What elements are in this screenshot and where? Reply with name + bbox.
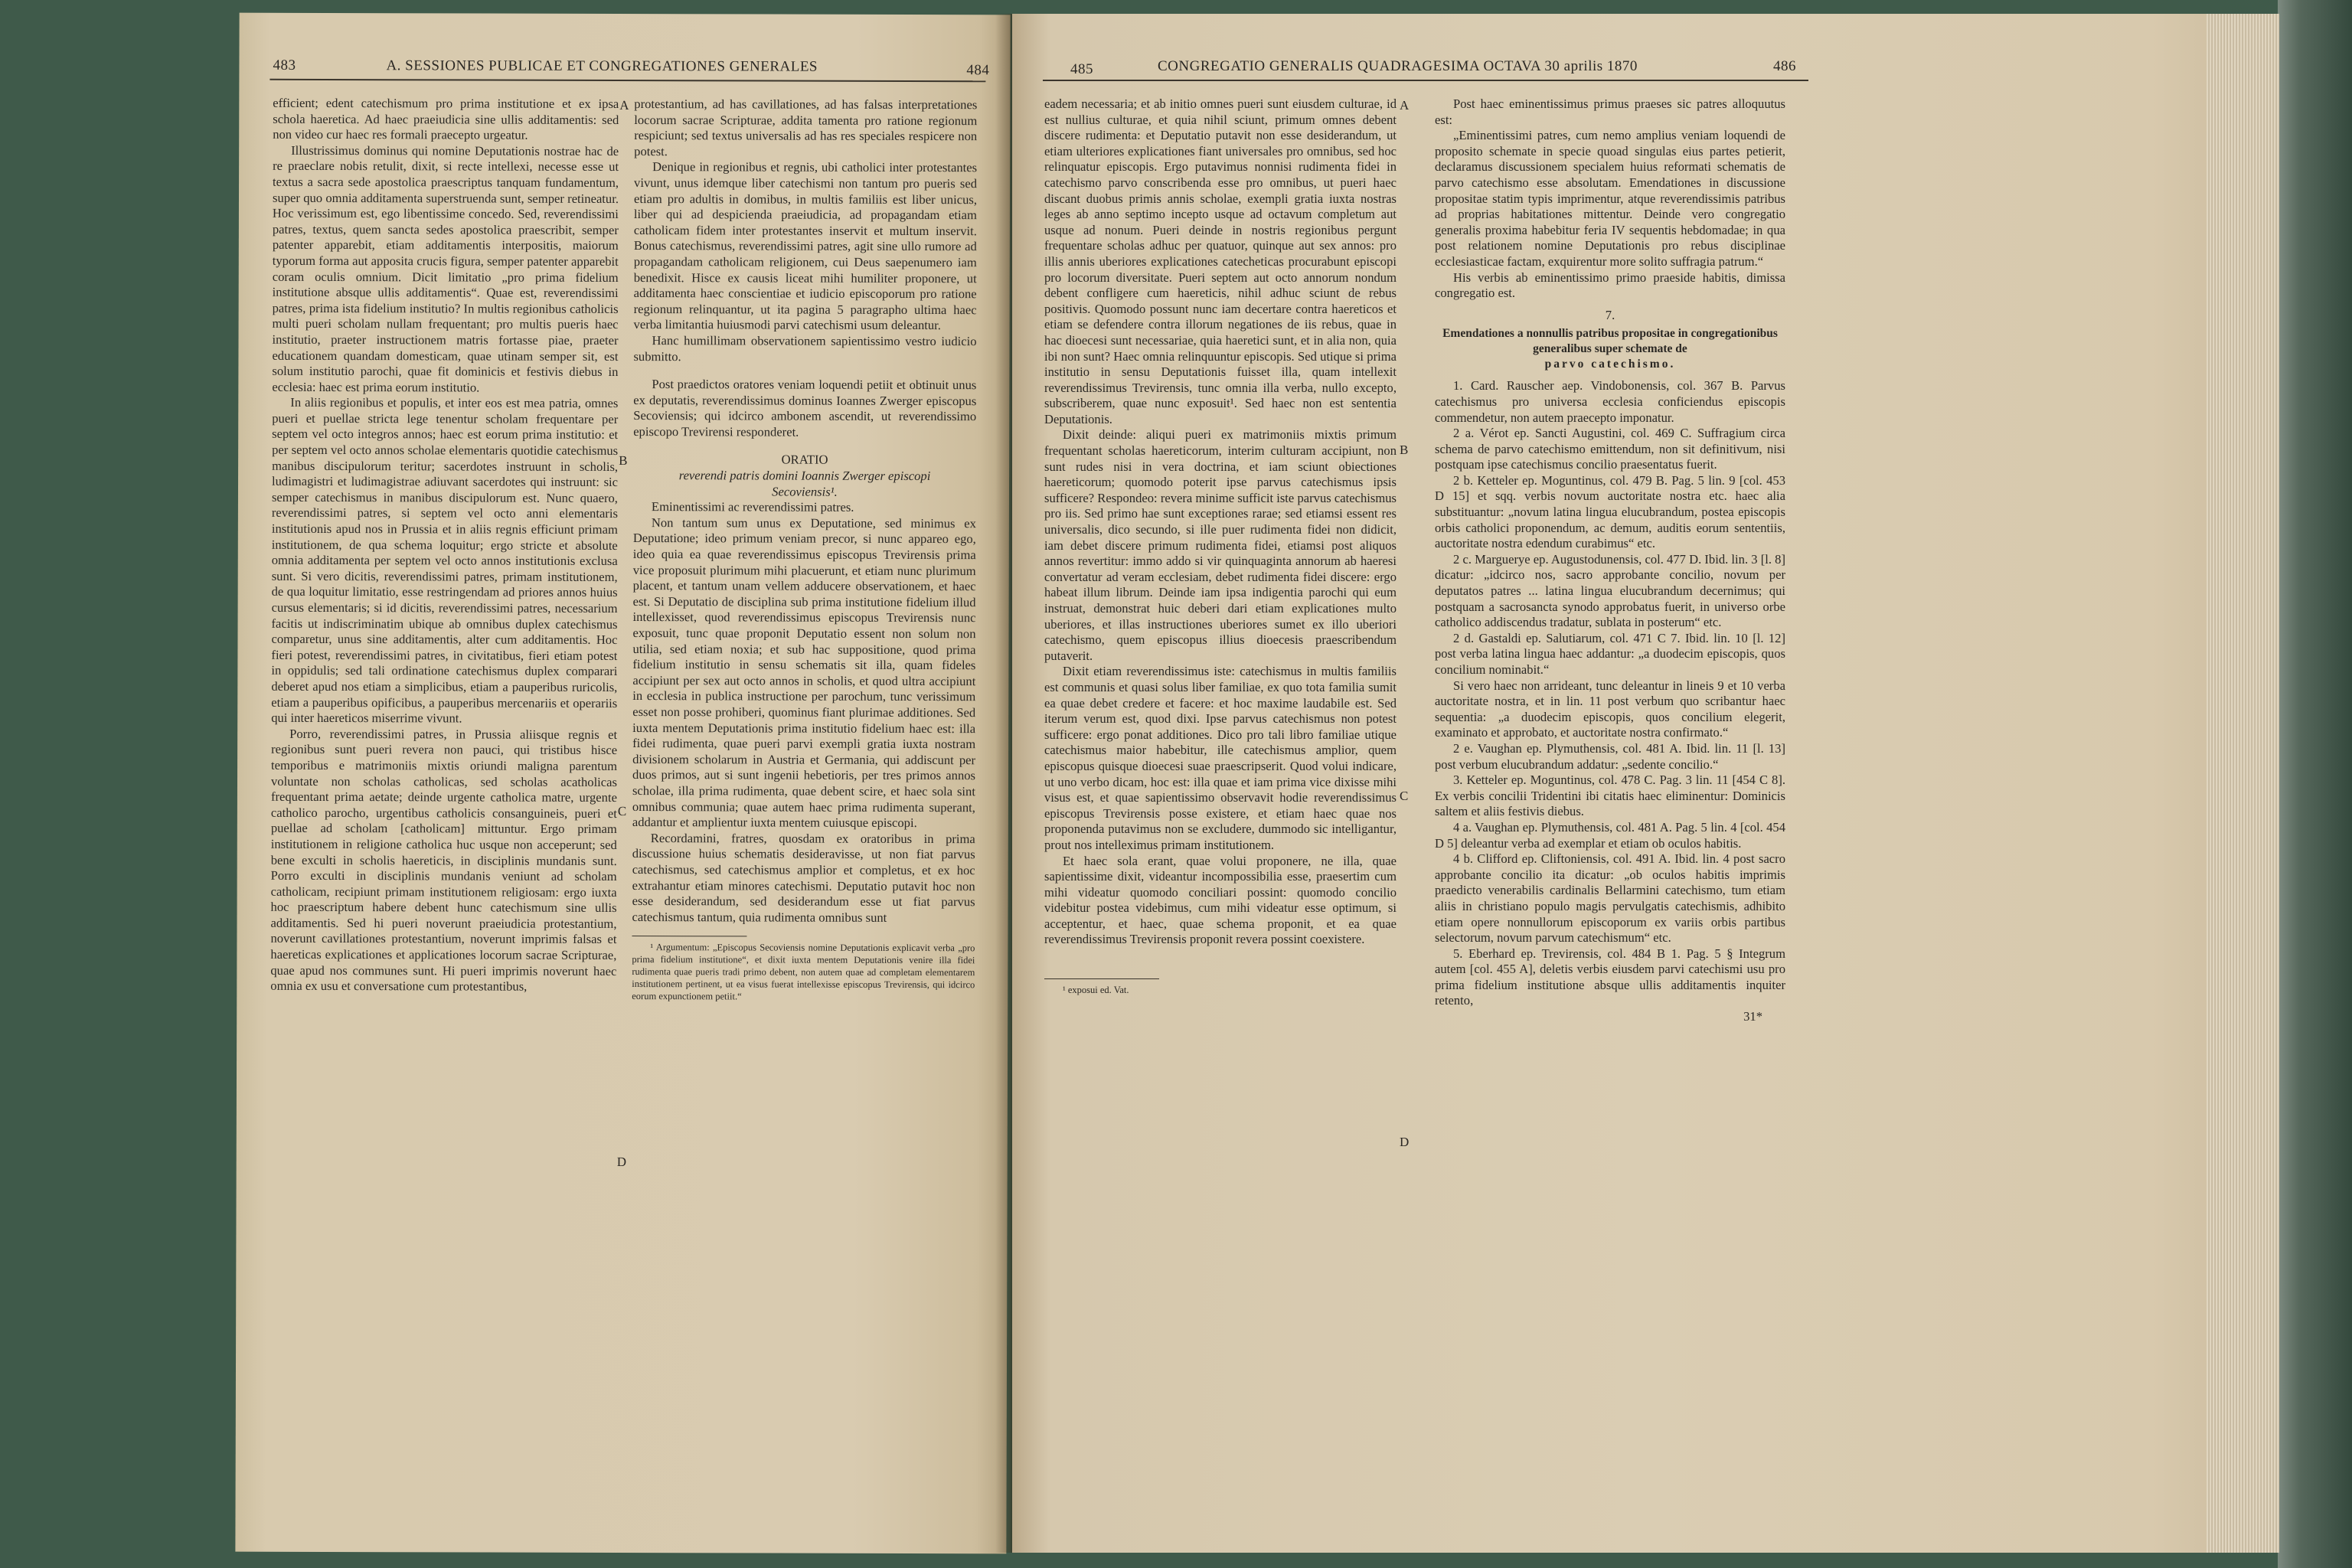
- left-page-number-2: 484: [966, 62, 990, 79]
- paragraph: Dixit etiam reverendissimus iste: catechismus in multis familiis est communis et quasi solus liber familiae, ex quo tota familia sumit ea quae debet credere et facere: et hoc maxime laudabile est. Sed iterum verum est, quod dixi. Ipse parvus catechismus non potest sufficere: ergo ponat additiones. Dico pro tali libro familiae utique catechismus maior habebitur, ille catechismus amplior, quem episcopus quisque dioecesi suae praescripserit. Quod volui indicare, ut uno verbo dicam, hoc est: illa quae et iam prima vice dixisse mihi visus est, et quae sapientissimo observavit hodie reverendissimus episcopus Trevirensis posse existere, et etiam haec quae nos proponenda putavimus non se excludere, dummodo sic intelligantur, prout nos intelleximus primam institutionem.: [1044, 664, 1396, 852]
- paragraph: eadem necessaria; et ab initio omnes pueri sunt eiusdem culturae, id est nullius culturae, et quia nihil sciunt, primum omnes debent discere rudimenta: et Deputatio putavit non esse desiderandum, ut etiam ulteriores explicationes fiant universales pro omnibus, sed hoc relinquatur episcopis. Ergo putavimus nonnisi rudimenta fidei in catechismo parvo conscribenda esse pro omnibus, ut pueri haec discant duobus primis annis scholae, exempli gratia iuxta nostras leges ab anno septimo incepto usque ad octavum completum aut usque ad nonum. Pueri deinde in nostris regionibus pergunt frequentare scholas adhuc per quatuor, quinque aut sex annos: pro illis annis uberiores explicationes catecheticas procurabunt episcopi pro locorum diversitate. Pueri septem aut octo annorum nondum debent confligere cum haereticis, nihil adhuc sciunt de rebus positivis. Quomodo possunt nunc iam decertare contra haereticos et etiam se defendere contra illorum negationes de iis rebus, quae in hac dioecesi sunt necessariae, quia haeretici sunt, et in alia non, quia ibi non sunt? Haec omnia relinquuntur episcopis. Sed utique si prima institutio in sensu Deputationis fuisset illa, quam intellexit reverendissimus Trevirensis, tunc omnia illa verba, nullo excepto, subscriberem, quae nunc exposuit¹. Sed haec non est sententia Deputationis.: [1044, 96, 1396, 426]
- paragraph: efficient; edent catechismum pro prima institutione et ex ipsa schola haeretica. Ad haec praeiudicia sine ullis additamentis: sed non video cur haec res formali praecepto urgeatur.: [273, 95, 619, 142]
- footnote: ¹ exposui ed. Vat.: [1063, 985, 1129, 996]
- margin-letter: A: [1400, 98, 1410, 113]
- signature-mark: 31*: [1743, 1009, 1762, 1024]
- left-page: [235, 13, 1010, 1554]
- left-column-2: [632, 96, 977, 1003]
- emendation-item: 4 b. Clifford ep. Cliftoniensis, col. 491 A. Ibid. lin. 4 post sacro approbante concilio ita dicatur: „ob oculos habitis imprimis praedicto venerabilis cardinalis Bellarmini catechismo, tum etiam aliis in christiano populo magis pervulgatis catechismis, adhibito etiam opere nonnullorum episcoporum ex variis orbis partibus selectorum, novum parvum catechismum“ etc.: [1435, 851, 1785, 946]
- right-running-head: CONGREGATIO GENERALIS QUADRAGESIMA OCTAVA 30 aprilis 1870: [1158, 58, 1638, 74]
- paragraph: Illustrissimus dominus qui nomine Deputationis nostrae hac de re praeclare nobis retulit, dixit, si recte intellexi, necesse esse ut textus a sacra sede apostolica praescriptus tanquam fundamentum, super quo omnia additamenta superstruenda sunt, semper retineatur. Hoc verissimum est, ego libentissime concedo. Sed, reverendissimi patres, textus, quem sancta sedes apostolica praescribit, semper patenter apparebit, etiam additamentis interpositis, maiorum typorum forma aut apposita crucis figura, semper patenter apparebit coram oculis omnium. Dicit limitatio „pro prima fidelium institutione absque ullis additamentis“. Quae est, reverendissimi patres, prima ista fidelium institutio? In multis regionibus catholicis multi pueri scholam nullam frequentant; pro multis pueris haec institutio, praeter instructionem matris fortasse piae, praeter educationem quandam domesticam, quae utinam semper sit, est solum institutio parochi, quae fit dominicis et festivis diebus in ecclesia: haec est prima eorum institutio.: [272, 142, 619, 395]
- oratio-heading: ORATIO: [781, 452, 828, 468]
- emendation-item: 1. Card. Rauscher aep. Vindobonensis, col. 367 B. Parvus catechismus pro universa ecclesia conficiendus episcopis commendetur, non autem praecepto imponatur.: [1435, 378, 1785, 425]
- emendation-item: 2 e. Vaughan ep. Plymuthensis, col. 481 A. Ibid. lin. 11 [l. 13] post verbum elucubrandum addatur: „sedente concilio.“: [1435, 740, 1785, 772]
- paragraph: Post praedictos oratores veniam loquendi petiit et obtinuit unus ex deputatis, reverendissimus dominus Ioannes Zwerger episcopus Secoviensis; qui idcirco ambonem ascendit, ut reverendissimo episcopo Trevirensi responderet.: [633, 377, 977, 439]
- right-head-rule: [1043, 80, 1808, 81]
- paragraph: Recordamini, fratres, quosdam ex oratoribus in prima discussione huius schematis desideravisse, ut non fiat parvus catechismus, sed catechismus amplior et completus, et ex hoc extrahantur etiam minores catechismi. Deputatio putavit hoc non esse desiderandum, sed desiderandum esse ut fiat parvus catechismus tantum, quia rudimenta omnibus sunt: [632, 830, 975, 925]
- paragraph: Denique in regionibus et regnis, ubi catholici inter protestantes vivunt, unus idemque liber catechismi non tantum pro pueris sed etiam pro adultis in domibus, in multis familiis est liber unicus, liber qui ad despicienda praeiudicia, ad propagandam etiam catholicam fidem inter protestantes inservit et multum inservit. Bonus catechismus, reverendissimi patres, agit sine ullo rumore ad propagandam catholicam religionem, cui Deus saepenumero iam benedixit. Hisce ex causis liceat mihi humiliter proponere, ut additamenta haec conscientiae et iudicio episcoporum pro ratione regionum relinquantur, ut ita pagina 5 paragrapho ultima haec verba limitantia huiusmodi parvi catechismi usum deleantur.: [633, 159, 978, 333]
- right-page: [1012, 14, 2279, 1553]
- section-number: 7.: [1605, 307, 1615, 322]
- right-page-number-2: 486: [1773, 58, 1796, 74]
- margin-letter: D: [616, 1154, 627, 1170]
- page-stack-edge: [2207, 14, 2279, 1553]
- paragraph: Post haec eminentissimus primus praeses sic patres alloquutus est:: [1435, 96, 1785, 127]
- emendation-item: 2 b. Ketteler ep. Moguntinus, col. 479 B. Pag. 5 lin. 9 [col. 453 D 15] et sqq. verbis novum auctoritate nostra etc. haec alia substituantur: „novum latina lingua elucubrandum, postea episcopis orbis catholici proponendum, ac demum, auditis eorum sententiis, auctoritate nostra edendum curabimus“ etc.: [1435, 472, 1785, 551]
- emendation-item: 4 a. Vaughan ep. Plymuthensis, col. 481 A. Pag. 5 lin. 4 [col. 454 D 5] deleantur verba ad exemplar et etiam ob oculos habitis.: [1435, 819, 1785, 851]
- paragraph: Dixit deinde: aliqui pueri ex matrimoniis mixtis primum frequentant scholas haereticorum, interim culturam accipiunt, non sunt rudes nisi in vera doctrina, et iam sciunt obiectiones haereticorum; quomodo poterit ipse parvus catechismus ipsis sufficere? Respondeo: revera minime sufficit iste parvus catechismus pro iis. Sed primo hae sunt exceptiones rarae; sed etiamsi essent res universalis, dico secundo, si ille puer rudimenta fidei non didicit, iam debet discere primum rudimenta fidei, etiamsi post aliquos annos revertitur: immo addo si vir quinquaginta annorum ab haeresi convertatur ad veram ecclesiam, debet rudimenta fidei discere: ergo habeat illum librum. Deinde iam ipsa indigentia parochi qui eum instruat, demonstrat huic deberi dari etiam explicationes multo uberiores, et illas instructiones uberiores sumet ex illo uberiori catechismo, quem episcopus illius dioecesis praescribendum putaverit.: [1044, 427, 1396, 663]
- emendation-item: Si vero haec non arrideant, tunc deleantur in lineis 9 et 10 verba auctoritate nostra, et in lin. 11 post verbum quo scribantur haec sequentia: „a duodecim episcopis, quos concilium elegerit, examinato et approbato, et auctoritate nostra confirmato.“: [1435, 678, 1785, 740]
- left-running-head: A. SESSIONES PUBLICAE ET CONGREGATIONES GENERALES: [386, 57, 818, 75]
- section-title-spaced: parvo catechismo.: [1544, 358, 1676, 371]
- right-column-1: [1044, 96, 1396, 996]
- margin-letter: A: [619, 97, 629, 113]
- paragraph: Eminentissimi ac reverendissimi patres.: [651, 499, 854, 515]
- paragraph: Hanc humillimam observationem sapientissimo vestro iudicio submitto.: [633, 333, 977, 364]
- emendation-item: 5. Eberhard ep. Trevirensis, col. 484 B 1. Pag. 5 § Integrum autem [col. 455 A], deletis verbis eiusdem parvi catechismi usu pro prima fidelium institutione absque ullis additamentis inquiter retento,: [1435, 946, 1785, 1008]
- paragraph: protestantium, ad has cavillationes, ad has falsas interpretationes locorum sacrae Scripturae, addita tamenta pro ratione regionum respiciunt; sed textus universalis ad has res speciales respicere non potest.: [634, 96, 978, 158]
- paragraph: In aliis regionibus et populis, et inter eos est mea patria, omnes pueri et puellae stricta lege tenentur scholam frequentare per septem vel octo integros annos; haec est eorum prima institutio: et per septem vel octo annos scholae elementaris quotidie catechismus manibus discipulorum teritur; sacerdotes instruunt in scholis, ludimagistri et ludimagistrae adiuvant sacerdotes qui instruunt: sic semper catechismus in manibus discipulorum est. Nunc quaero, reverendissimi patres, si septem vel octo anni elementaris institutionis apud nos in Prussia et in aliis regnis efficiunt primam institutionem, de qua schema loquitur; ergo stricte et absolute omnia additamenta per septem vel octo annos institutionis exclusa sunt. Si vero dicitis, reverendissimi patres, primam institutionem, de qua loquitur limitatio, esse restringendam ad priores annos huius cursus elementaris; si id dicitis, reverendissimi patres, necessarium facitis ut indiscriminatim ubique ab omnibus duplex catechismus comparetur, unus sine additamentis, alter cum additamentis. Hoc fieri potest, reverendissimi patres, in civitatibus, fieri etiam potest in oppidulis; sed tali ordinatione catechismus duplex comparari deberet apud nos etiam a simplicibus, etiam a pauperibus ruricolis, etiam a pauperibus opificibus, a pauperibus mercenariis et operariis qui inter haereticos miserrime vivunt.: [271, 395, 619, 726]
- paragraph: His verbis ab eminentissimo primo praeside habitis, dimissa congregatio est.: [1435, 270, 1785, 301]
- margin-letter: D: [1400, 1135, 1410, 1149]
- right-page-number: 485: [1070, 61, 1093, 77]
- margin-letter: C: [617, 803, 627, 819]
- footnote: ¹ Argumentum: „Episcopus Secoviensis nomine Deputationis explicavit verba „pro prima fidelium institutione“, et dixit iuxta mentem Deputationis venire illa fidei rudimenta quae pueris tradi primo debent, non autem quae ad completam elementarem institutionem pertinent, ut ea visus fuerat intellexisse episcopus Trevirensis, qui idcirco eorum expunctionem petiit.“: [632, 942, 975, 1002]
- right-column-2: [1435, 96, 1785, 1025]
- margin-letter: B: [1400, 443, 1409, 457]
- left-column-1: [270, 96, 619, 995]
- emendation-item: 3. Ketteler ep. Moguntinus, col. 478 C. Pag. 3 lin. 11 [454 C 8]. Ex verbis concilii Tridentini ibi citatis haec eliminentur: Dominicis saltem et aliis festivis diebus.: [1435, 773, 1785, 819]
- left-page-number: 483: [273, 57, 296, 74]
- emendation-item: 2 d. Gastaldi ep. Salutiarum, col. 471 C 7. Ibid. lin. 10 [l. 12] post verba latina lingua haec addantur: „a duodecim episcopis, quos concilium nominabit.“: [1435, 630, 1785, 677]
- paragraph: Non tantum sum unus ex Deputatione, sed minimus ex Deputatione; ideo primum veniam precor, si nunc appareo ego, ideo quia ea quae reverendissimus episcopus Trevirensis prima vice proposuit plurimum mihi placuerunt, et etiam nunc plurimum placent, et tantum unam vellem adducere observationem, et haec est. Si Deputatio de disciplina sub prima institutione fidelium illud intellexisset, quod reverendissimus episcopus Trevirensis nunc exposuit, tunc quae proponit Deputatio essent non solum non utilia, sed etiam noxia; et sub hac suppositione, quod prima fidelium institutio in sensu schematis sit illa, quam fideles accipiunt per sex aut octo annos in scholis, et quod ultra accipiunt in ecclesia in publica instructione per parochum, tunc verissimum esset non posse prohiberi, quominus fiant plurimae additiones. Sed iuxta mentem Deputationis prima institutio fidelium haec est: illa fidei rudimenta, quae pueri parvi exempli gratia iuxta nostram divisionem scholarum in Austria et Germania, qui addiscunt per duos primos, aut si sunt ingenii hebetioris, per tres primos annos scholae, illa prima rudimenta, quae debent scire, et haec sola sint omnibus communia; quae autem haec prima rudimenta superant, addantur et amplientur iuxta mentem cuiusque episcopi.: [632, 514, 976, 831]
- paragraph: Porro, reverendissimi patres, in Prussia aliisque regnis et regionibus sunt pueri revera non pauci, qui tristibus hisce temporibus e matrimoniis mixtis oriundi maligna parentum voluntate non scholas catholicas, sed scholas acatholicas frequentant prima aetate; deinde urgente catholica matre, urgente catholico parocho, urgentibus catholicis consanguineis, pueri et puellae ad scholam [catholicam] mittuntur. Ergo primam institutionem in religione catholica huc usque non acceperunt; sed bene exculti in scholis haereticis, in disciplinis mundanis sunt. Porro exculti in disciplinis mundanis veniunt ad scholam catholicam, recipiunt primam institutionem religiosam: ergo iuxta hoc praescriptum habere debent hunc catechismum sine ullis additamentis. Sed hi pueri noverunt praeiudicia protestantium, noverunt cavillationes protestantium, noverunt imprimis falsas et haereticas explicationes et applicationes locorum sacrae Scripturae, quae apud nos communes sunt. Hi pueri imprimis noverunt haec omnia ex usu et conversatione cum protestantibus,: [270, 726, 618, 994]
- footnote-rule: [1044, 978, 1159, 979]
- paragraph: „Eminentissimi patres, cum nemo amplius veniam loquendi de proposito schemate in specie quoad singulas eius partes petierit, declaramus discussionem specialem huius reformati schematis de parvo catechismo esse absolutam. Emendationes in discussione propositae statim typis imprimentur, atque reverendissimis patribus ad proprias habitationes mittentur. Deinde vero congregatio generalis proxima habebitur feria IV sequentis hebdomadae; in qua post relationem nomine Deputationis pro rebus disciplinae ecclesiasticae factam, exquirentur more solito suffragia patrum.“: [1435, 128, 1785, 269]
- oratio-subheading: reverendi patris domini Ioannis Zwerger episcopi Secoviensis¹.: [678, 468, 931, 499]
- margin-letter: C: [1400, 789, 1409, 803]
- paragraph: Et haec sola erant, quae volui proponere, ne illa, quae sapientissime dixit, videantur incompossibilia esse, praesertim cum mihi videatur quomodo conciliari possint: quomodo concilio videbitur postea videbimus, cum mihi videatur esse optimum, si acceptentur, et haec, quae schema proponit, et ea quae reverendissimus Trevirensis proponit revera possint coexistere.: [1044, 853, 1396, 947]
- emendation-item: 2 a. Vérot ep. Sancti Augustini, col. 469 C. Suffragium circa schema de parvo catechismo emittendum, non sit definitivum, nisi postquam ipse catechismus concilio praesentatus fuerit.: [1435, 426, 1785, 472]
- emendation-item: 2 c. Marguerye ep. Augustodunensis, col. 477 D. Ibid. lin. 3 [l. 8] dicatur: „idcirco nos, sacro approbante concilio, novum per deputatos patres ... latina lingua elucubrandum decernimus; qui postquam a sacrosancta synodo approbatus fuerit, in universo orbe catholico addiscendus tradatur, sublata in posterum“ etc.: [1435, 551, 1785, 630]
- margin-letter: B: [619, 452, 628, 469]
- section-title: Emendationes a nonnullis patribus propositae in congregationibus generalibus super schemate de: [1442, 327, 1778, 356]
- left-head-rule: [270, 79, 985, 82]
- background-edge: [2278, 0, 2352, 1568]
